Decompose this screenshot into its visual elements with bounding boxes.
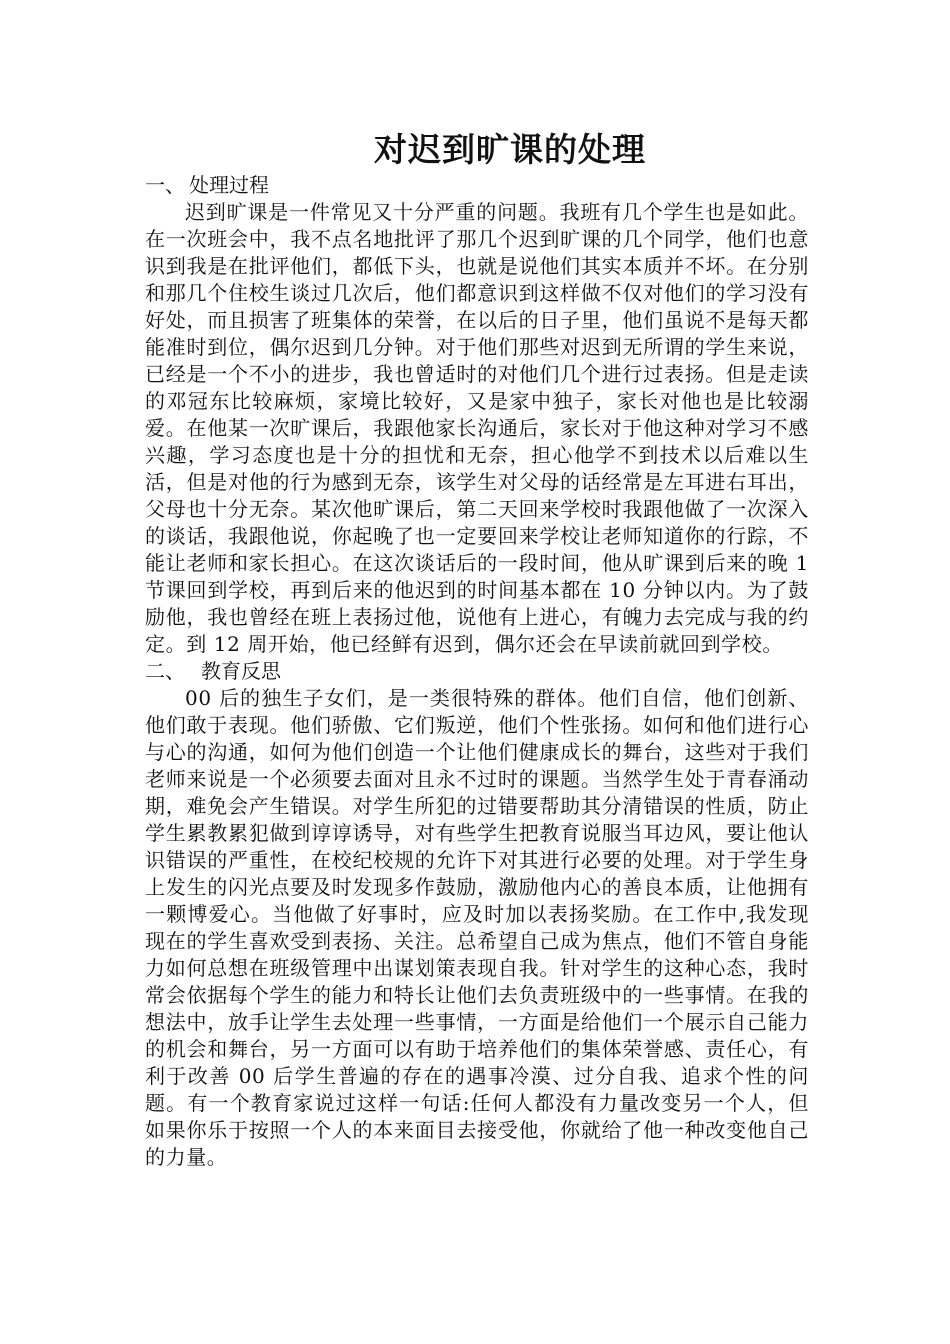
- section-heading-reflection: [145, 658, 809, 685]
- section-paragraph-process: 迟到旷课是一件常见又十分严重的问题。我班有几个学生也是如此。在一次班会中，我不点名地批评了那几个迟到旷课的几个同学，他们也意识到我是在批评他们，都低下头，也就是说他们其实本质并不坏。在分别和那几个住校生谈过几次后，他们都意识到这样做不仅对他们的学习没有好处，而且损害了班集体的荣誉，在以后的日子里，他们虽说不是每天都能准时到位，偶尔迟到几分钟。对于他们那些对迟到无所谓的学生来说，已经是一个不小的进步，我也曾适时的对他们几个进行过表扬。但是走读的邓冠东比较麻烦，家境比较好，又是家中独子，家长对他也是比较溺爱。在他某一次旷课后，我跟他家长沟通后，家长对于他这种对学习不感兴趣，学习态度也是十分的担忧和无奈，担心他学不到技术以后难以生活，但是对他的行为感到无奈，该学生对父母的话经常是左耳进右耳出，父母也十分无奈。某次他旷课后，第二天回来学校时我跟他做了一次深入的谈话，我跟他说，你起晚了也一定要回来学校让老师知道你的行踪，不能让老师和家长担心。在这次谈话后的一段时间，他从旷课到后来的晚 1 节课回到学校，再到后来的他迟到的时间基本都在 10 分钟以内。为了鼓励他，我也曾经在班上表扬过他，说他有上进心，有魄力去完成与我的约定。到 12 周开始，他已经鲜有迟到，偶尔还会在早读前就回到学校。: [145, 200, 809, 656]
- section-heading-process: [145, 172, 809, 199]
- section-paragraph-reflection: 00 后的独生子女们，是一类很特殊的群体。他们自信，他们创新、他们敢于表现。他们骄傲、它们叛逆，他们个性张扬。如何和他们进行心与心的沟通，如何为他们创造一个让他们健康成长的舞台，这些对于我们老师来说是一个必须要去面对且永不过时的课题。当然学生处于青春涌动期，难免会产生错误。对学生所犯的过错要帮助其分清错误的性质，防止学生累教累犯做到谆谆诱导，对有些学生把教育说服当耳边风，要让他认识错误的严重性，在校纪校规的允许下对其进行必要的处理。对于学生身上发生的闪光点要及时发现多作鼓励，激励他内心的善良本质，让他拥有一颗博爱心。当他做了好事时，应及时加以表扬奖励。在工作中,我发现现在的学生喜欢受到表扬、关注。总希望自己成为焦点，他们不管自身能力如何总想在班级管理中出谋划策表现自我。针对学生的这种心态，我时常会依据每个学生的能力和特长让他们去负责班级中的一些事情。在我的想法中，放手让学生去处理一些事情，一方面是给他们一个展示自己能力的机会和舞台，另一方面可以有助于培养他们的集体荣誉感、责任心，有利于改善 00 后学生普遍的存在的遇事冷漠、过分自我、追求个性的问题。有一个教育家说过这样一句话:任何人都没有力量改变另一个人，但如果你乐于按照一个人的本来面目去接受他，你就给了他一种改变他自己的力量。: [145, 686, 809, 1169]
- section-number: 一、: [145, 173, 185, 197]
- section-number: 二、: [145, 659, 185, 683]
- document-body: [145, 172, 809, 1171]
- section-heading-text: 处理过程: [189, 173, 269, 197]
- section-heading-text: 教育反思: [201, 659, 281, 683]
- document-title: 对迟到旷课的处理: [374, 130, 646, 169]
